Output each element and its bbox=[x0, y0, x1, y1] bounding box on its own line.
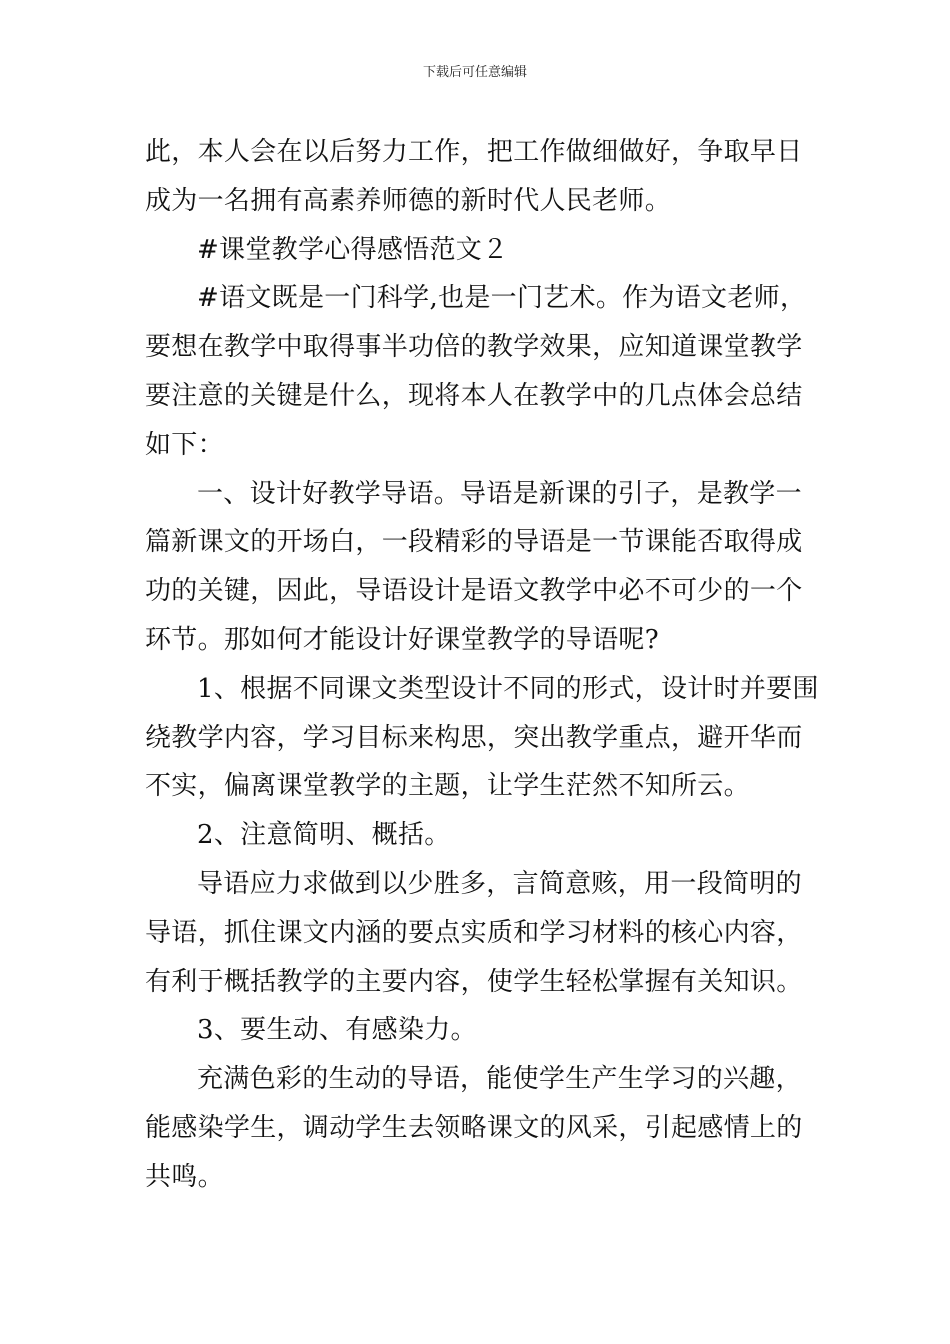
text-line: 篇新课文的开场白，一段精彩的导语是一节课能否取得成 bbox=[145, 527, 803, 558]
text-line: 此，本人会在以后努力工作，把工作做细做好，争取早日 bbox=[145, 137, 803, 167]
text-line: #语文既是一门科学,也是一门艺术。作为语文老师， bbox=[197, 283, 807, 314]
text-line: 要想在教学中取得事半功倍的教学效果，应知道课堂教学 bbox=[145, 332, 803, 363]
text-line: 1、根据不同课文类型设计不同的形式，设计时并要围 bbox=[197, 673, 819, 704]
text-line: 能感染学生，调动学生去领略课文的风采，引起感情上的 bbox=[145, 1112, 803, 1143]
text-line: 环节。那如何才能设计好课堂教学的导语呢? bbox=[145, 624, 659, 655]
text-line: 要注意的关键是什么，现将本人在教学中的几点体会总结 bbox=[145, 380, 803, 411]
text-line: 成为一名拥有高素养师德的新时代人民老师。 bbox=[145, 185, 672, 216]
text-line: 3、要生动、有感染力。 bbox=[197, 1015, 477, 1046]
text-line: 导语应力求做到以少胜多，言简意赅，用一段简明的 bbox=[197, 868, 802, 899]
text-line: 如下： bbox=[145, 429, 224, 460]
text-line: 充满色彩的生动的导语，能使学生产生学习的兴趣， bbox=[197, 1064, 802, 1095]
text-line: 有利于概括教学的主要内容，使学生轻松掌握有关知识。 bbox=[145, 966, 803, 997]
page-header: 下载后可任意编辑 bbox=[422, 65, 527, 80]
document-body bbox=[145, 128, 819, 1202]
text-line: 功的关键，因此，导语设计是语文教学中必不可少的一个 bbox=[145, 576, 803, 607]
text-line: #课堂教学心得感悟范文２ bbox=[197, 234, 509, 265]
text-line: 共鸣。 bbox=[145, 1161, 224, 1192]
text-line: 一、设计好教学导语。导语是新课的引子，是教学一 bbox=[197, 478, 802, 509]
text-line: 绕教学内容，学习目标来构思，突出教学重点，避开华而 bbox=[145, 722, 803, 753]
text-line: 2、注意简明、概括。 bbox=[197, 820, 451, 851]
text-line: 导语，抓住课文内涵的要点实质和学习材料的核心内容， bbox=[145, 917, 803, 948]
text-line: 不实，偏离课堂教学的主题，让学生茫然不知所云。 bbox=[145, 771, 750, 802]
